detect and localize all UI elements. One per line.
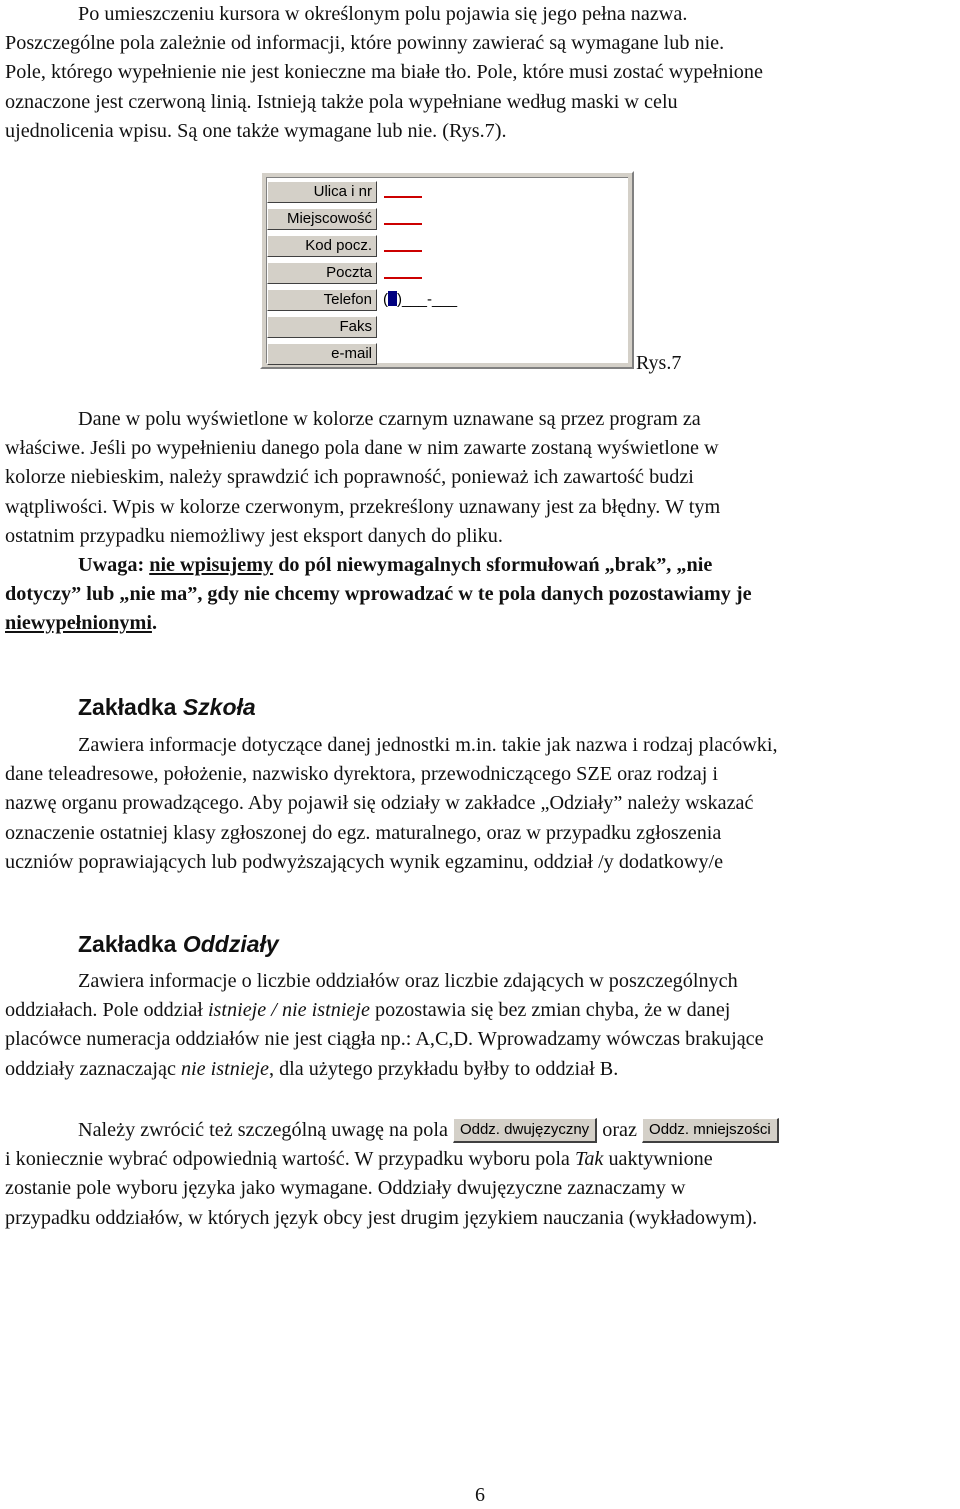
paragraph-line: dane teleadresowe, położenie, nazwisko dyrektora, przewodniczącego SZE oraz rodzaj i (5, 763, 718, 786)
field-label: Faks (267, 316, 377, 338)
paragraph-line: wątpliwości. Wpis w kolorze czerwonym, przekreślony uznawany jest za błędny. W tym (5, 495, 721, 518)
warning-paragraph (5, 551, 956, 639)
field-label: Poczta (267, 262, 377, 284)
paragraph-line: Zawiera informacje dotyczące danej jednostki m.in. takie jak nazwa i rodzaj placówki, (78, 734, 778, 756)
paragraph-line: przypadku oddziałów, w których język obcy jest drugim językiem nauczania (wykładowym). (5, 1206, 758, 1229)
intro-line: ujednolicenia wpisu. Są one także wymagane lub nie. (Rys.7). (5, 119, 507, 142)
required-marker (384, 277, 422, 279)
paragraph-line: placówce numeracja oddziałów nie jest ciągła np.: A,C,D. Wprowadzamy wówczas brakujące (5, 1028, 764, 1051)
field-label: Kod pocz. (267, 235, 377, 257)
text-cursor (388, 291, 397, 306)
oddz-dwujezyczny-button[interactable]: Oddz. dwujęzyczny (453, 1118, 597, 1143)
paragraph-line: Zawiera informacje o liczbie oddziałów oraz liczbie zdających w poszczególnych (78, 970, 738, 992)
field-row-miejscowosc[interactable] (267, 208, 627, 230)
field-row-kod-pocztowy[interactable] (267, 235, 627, 257)
field-label: Miejscowość (267, 208, 377, 230)
paragraph-line: kolorze niebieskim, należy sprawdzić ich poprawność, ponieważ ich zawartość budzi (5, 466, 694, 489)
field-label: e-mail (267, 343, 377, 365)
required-marker (384, 196, 422, 198)
intro-line: Po umieszczeniu kursora w określonym polu pojawia się jego pełna nazwa. (78, 3, 688, 25)
intro-line: Pole, którego wypełnienie nie jest konieczne ma białe tło. Pole, które musi zostać wypełnione (5, 61, 763, 84)
warning-text: . (151, 612, 157, 635)
required-marker (384, 223, 422, 225)
field-row-telefon[interactable] (267, 289, 627, 311)
warning-line: dotyczy” lub „nie ma”, gdy nie chcemy wprowadzać w te pola danych pozostawiamy je (5, 583, 752, 606)
paragraph-line: nazwę organu prowadzącego. Aby pojawił się odziały w zakładce „Odziały” należy wskazać (5, 792, 754, 815)
paragraph-line: oznaczenie ostatniej klasy zgłoszonej do egz. maturalnego, oraz w przypadku zgłoszenia (5, 821, 722, 844)
color-meaning-paragraph (5, 405, 956, 551)
intro-paragraph (5, 0, 956, 146)
paragraph-line: ostatnim przypadku niemożliwy jest eksport danych do pliku. (5, 524, 503, 547)
warning-text: do pól niewymagalnych sformułowań „brak”, „nie (273, 554, 713, 576)
required-marker (384, 250, 422, 252)
bilingual-paragraph: Należy zwrócić też szczególną uwagę na pola Oddz. dwujęzyczny oraz Oddz. mniejszości i koniecznie wybrać odpowiednią wartość. W przypadku wyboru pola Tak uaktywnione zostanie pole wyboru języka jako wymagane. Oddziały dwujęzyczne zaznaczamy w przypadku oddziałów, w których język obcy jest drugim językiem nauczania (wykładowym). (5, 1116, 956, 1233)
field-label: Ulica i nr (267, 181, 377, 203)
oddz-mniejszosci-button[interactable]: Oddz. mniejszości (642, 1118, 779, 1143)
field-row-faks[interactable] (267, 316, 627, 338)
warning-prefix: Uwaga: (78, 554, 150, 576)
oddzialy-paragraph: Zawiera informacje o liczbie oddziałów oraz liczbie zdających w poszczególnych oddziałach. Pole oddział istnieje / nie istnieje pozostawia się bez zmian chyba, że w danej placówce numeracja oddziałów nie jest ciągła np.: A,C,D. Wprowadzamy wówczas brakujące oddziały zaznaczając nie istnieje, dla użytego przykładu byłby to oddział B. (5, 967, 956, 1084)
paragraph-line: zostanie pole wyboru języka jako wymagane. Oddziały dwujęzyczne zaznaczamy w (5, 1177, 686, 1200)
form-fields-figure (260, 171, 634, 369)
section-heading-oddzialy: Zakładka Oddziały (78, 931, 279, 957)
phone-mask-input[interactable]: ( )___-___ (383, 291, 458, 308)
paragraph-line: Dane w polu wyświetlone w kolorze czarnym uznawane są przez program za (78, 408, 701, 430)
intro-line: oznaczone jest czerwoną linią. Istnieją także pola wypełniane według maski w celu (5, 90, 678, 113)
paragraph-line: uczniów poprawiających lub podwyższających wynik egzaminu, oddział /y dodatkowy/e (5, 850, 724, 873)
intro-line: Poszczególne pola zależnie od informacji, które powinny zawierać są wymagane lub nie. (5, 32, 725, 55)
field-label: Telefon (267, 289, 377, 311)
paragraph-line: właściwe. Jeśli po wypełnieniu danego pola dane w nim zawarte zostaną wyświetlone w (5, 437, 719, 460)
form-panel (266, 177, 628, 363)
field-row-ulica[interactable] (267, 181, 627, 203)
warning-underlined: nie wpisujemy (149, 554, 274, 576)
page-number: 6 (475, 1484, 485, 1506)
section-heading-szkola: Zakładka Szkoła (78, 694, 256, 720)
figure-caption: Rys.7 (636, 352, 682, 374)
warning-underlined: niewypełnionymi (5, 612, 152, 635)
field-row-email[interactable] (267, 343, 627, 365)
field-row-poczta[interactable] (267, 262, 627, 284)
szkola-paragraph (5, 731, 956, 877)
